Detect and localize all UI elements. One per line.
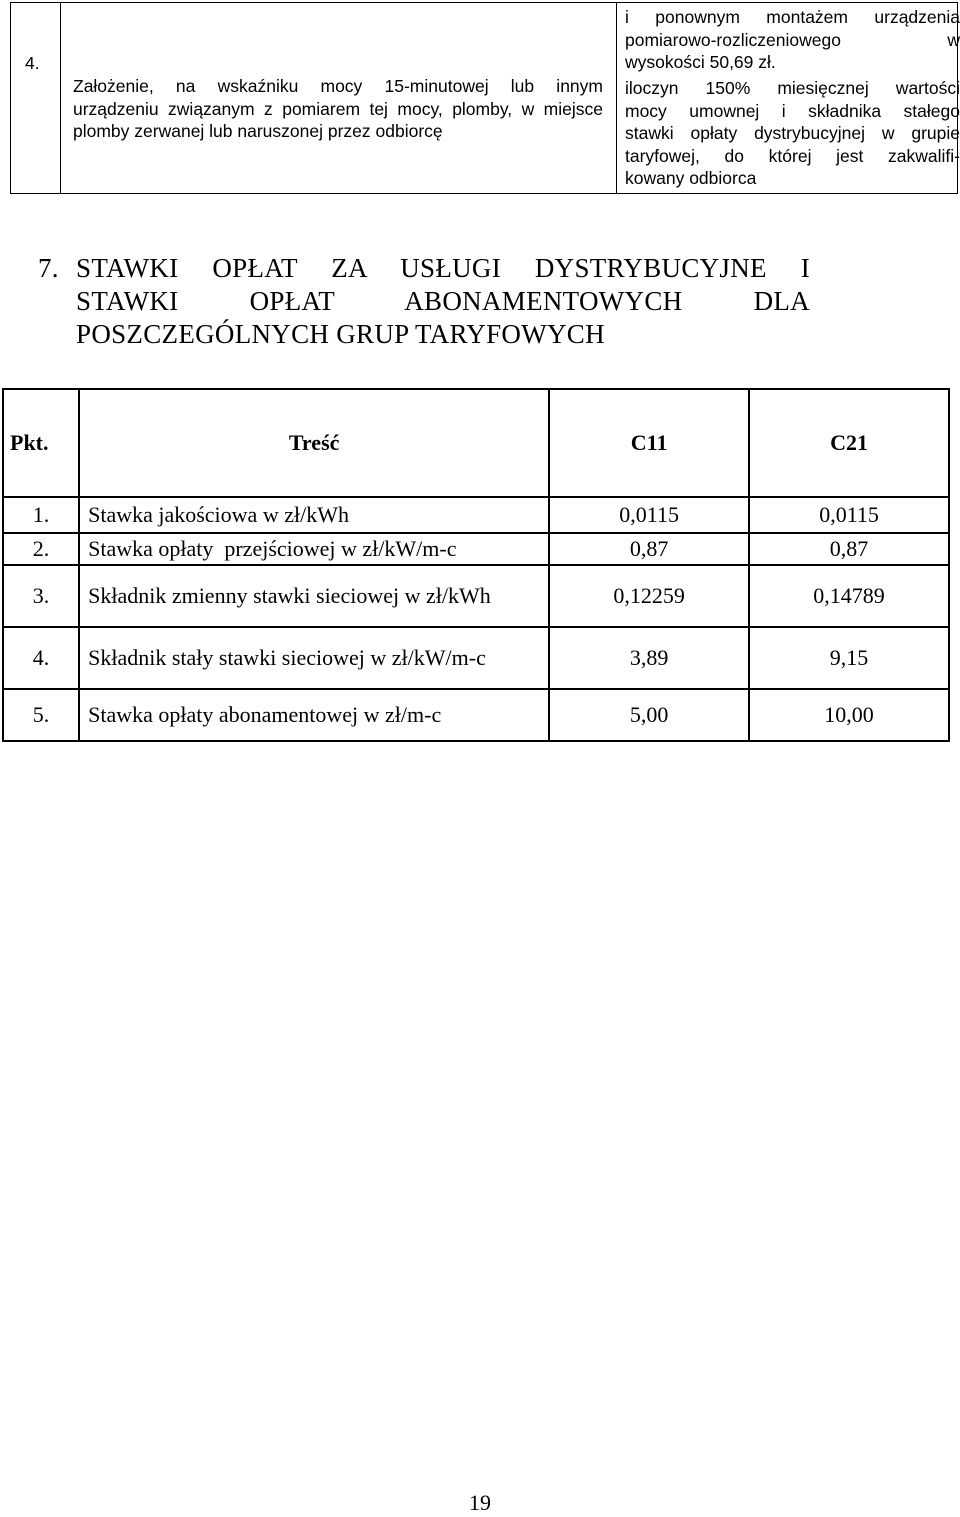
cell-c21: 9,15	[749, 627, 949, 689]
cell-tresc: Składnik zmienny stawki sieciowej w zł/kWh	[79, 565, 549, 627]
table-row	[3, 565, 949, 627]
cell-pkt: 3.	[3, 565, 79, 627]
cell-tresc: Składnik stały stawki sieciowej w zł/kW/m-c	[79, 627, 549, 689]
charge-line: mocy umownej i składnika stałego	[625, 100, 960, 121]
description-line: plomby zerwanej lub naruszonej przez odbiorcę	[73, 121, 443, 141]
table-row	[3, 627, 949, 689]
charge-line: wysokości 50,69 zł.	[625, 52, 776, 72]
cell-c11: 0,12259	[549, 565, 749, 627]
section-title	[76, 252, 810, 351]
cell-pkt: 1.	[3, 497, 79, 533]
charge-line: stawki opłaty dystrybucyjnej w grupie	[625, 123, 960, 143]
section-title-line: STAWKI OPŁAT ABONAMENTOWYCH DLA	[76, 286, 810, 316]
charge-text	[625, 77, 960, 190]
charge-column	[617, 3, 960, 193]
previous-charge-text	[625, 6, 960, 74]
cell-c21: 10,00	[749, 689, 949, 741]
row-number: 4.	[25, 53, 40, 73]
cell-c21: 0,0115	[749, 497, 949, 533]
charge-line: kowany odbiorca	[625, 168, 757, 188]
cell-pkt: 2.	[3, 533, 79, 565]
table-row	[3, 689, 949, 741]
cell-c11: 0,0115	[549, 497, 749, 533]
description-column	[61, 3, 617, 193]
table-row	[3, 533, 949, 565]
continuation-table	[10, 2, 958, 194]
section-title-line: STAWKI OPŁAT ZA USŁUGI DYSTRYBUCYJNE I	[76, 253, 810, 283]
header-pkt: Pkt.	[3, 389, 79, 497]
cell-pkt: 5.	[3, 689, 79, 741]
charge-line: pomiarowo-rozliczeniowego w	[625, 29, 960, 50]
cell-c21: 0,14789	[749, 565, 949, 627]
cell-c11: 5,00	[549, 689, 749, 741]
section-title-line: POSZCZEGÓLNYCH GRUP TARYFOWYCH	[76, 319, 605, 349]
row-description	[73, 75, 603, 143]
cell-c21: 0,87	[749, 533, 949, 565]
cell-c11: 3,89	[549, 627, 749, 689]
section-number: 7.	[38, 253, 59, 283]
table-row	[3, 497, 949, 533]
table-header-row	[3, 389, 949, 497]
cell-tresc: Stawka jakościowa w zł/kWh	[79, 497, 549, 533]
cell-tresc: Stawka opłaty abonamentowej w zł/m-c	[79, 689, 549, 741]
charge-line: iloczyn 150% miesięcznej wartości	[625, 78, 960, 98]
description-line: urządzeniu związanym z pomiarem tej mocy, plomby, w miejsce	[73, 98, 603, 119]
header-c21: C21	[749, 389, 949, 497]
page-number: 19	[469, 1490, 491, 1515]
cell-pkt: 4.	[3, 627, 79, 689]
cell-tresc: Stawka opłaty przejściowej w zł/kW/m-c	[79, 533, 549, 565]
header-c11: C11	[549, 389, 749, 497]
description-line: Założenie, na wskaźniku mocy 15-minutowej lub innym	[73, 76, 603, 96]
charge-line: taryfowej, do której jest zakwalifi-	[625, 145, 960, 166]
charge-line: i ponownym montażem urządzenia	[625, 7, 960, 27]
number-column	[11, 3, 61, 193]
header-tresc: Treść	[79, 389, 549, 497]
rates-table	[2, 388, 950, 742]
cell-c11: 0,87	[549, 533, 749, 565]
